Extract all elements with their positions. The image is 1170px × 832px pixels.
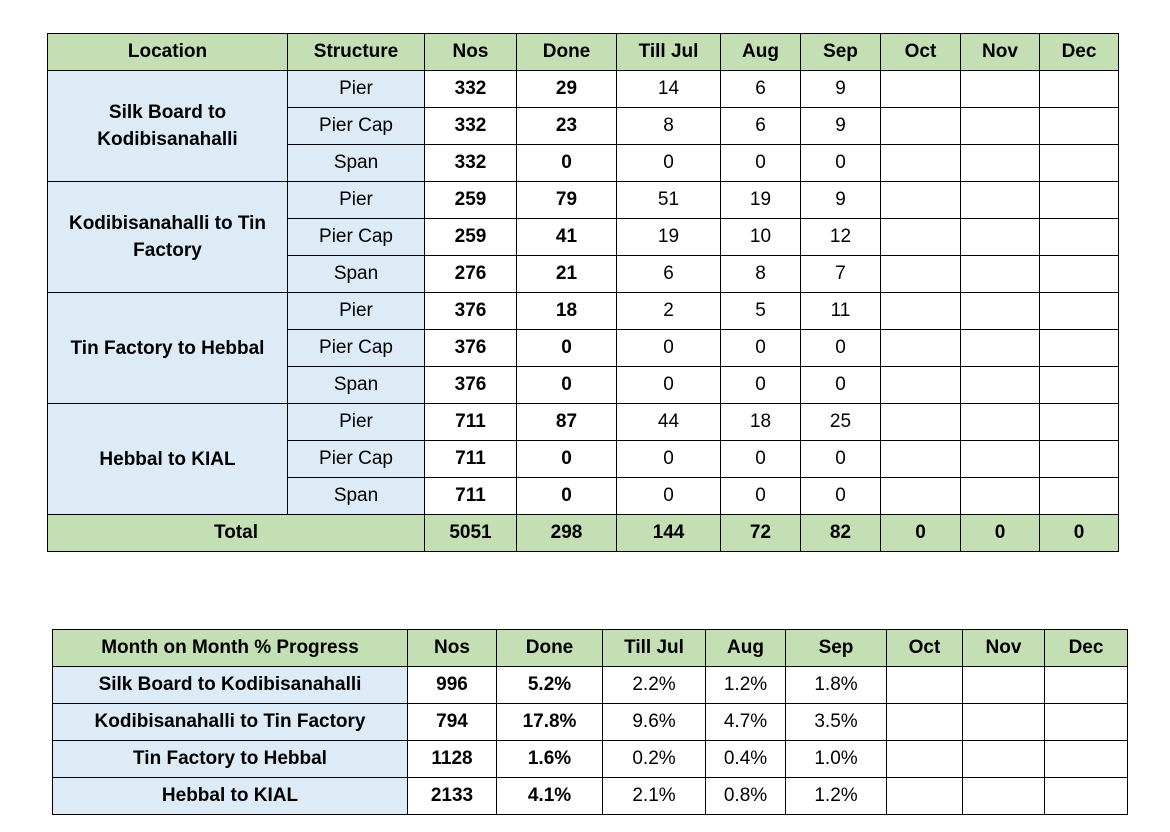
total-label: Total <box>48 515 425 552</box>
pct-cell-nos: 1128 <box>408 741 497 778</box>
pct-cell-nov <box>963 741 1045 778</box>
pct-location-cell: Kodibisanahalli to Tin Factory <box>53 704 408 741</box>
cell-done: 87 <box>517 404 617 441</box>
cell-aug: 6 <box>721 108 801 145</box>
pct-col-header-done: Done <box>497 630 603 667</box>
total-aug: 72 <box>721 515 801 552</box>
cell-till-jul: 6 <box>617 256 721 293</box>
table-row <box>53 741 1128 778</box>
cell-dec <box>1040 330 1119 367</box>
pct-cell-done: 17.8% <box>497 704 603 741</box>
cell-oct <box>881 256 961 293</box>
pct-cell-aug: 1.2% <box>706 667 786 704</box>
cell-dec <box>1040 219 1119 256</box>
location-cell: Tin Factory to Hebbal <box>48 293 288 404</box>
cell-oct <box>881 441 961 478</box>
cell-dec <box>1040 441 1119 478</box>
cell-oct <box>881 367 961 404</box>
pct-cell-done: 4.1% <box>497 778 603 815</box>
progress-table-body <box>48 71 1119 515</box>
pct-cell-dec <box>1045 778 1128 815</box>
header-row <box>48 34 1119 71</box>
cell-aug: 0 <box>721 367 801 404</box>
pct-header-row <box>53 630 1128 667</box>
table-row <box>48 182 1119 219</box>
cell-sep: 11 <box>801 293 881 330</box>
cell-dec <box>1040 478 1119 515</box>
cell-sep: 7 <box>801 256 881 293</box>
cell-done: 0 <box>517 367 617 404</box>
cell-nov <box>961 182 1040 219</box>
cell-done: 41 <box>517 219 617 256</box>
col-header-dec: Dec <box>1040 34 1119 71</box>
col-header-till-jul: Till Jul <box>617 34 721 71</box>
pct-cell-oct <box>887 741 963 778</box>
pct-col-header-nov: Nov <box>963 630 1045 667</box>
pct-cell-till-jul: 0.2% <box>603 741 706 778</box>
col-header-location: Location <box>48 34 288 71</box>
pct-cell-sep: 1.2% <box>786 778 887 815</box>
structure-cell: Pier <box>288 71 425 108</box>
pct-col-header-oct: Oct <box>887 630 963 667</box>
cell-nos: 711 <box>425 404 517 441</box>
pct-cell-done: 5.2% <box>497 667 603 704</box>
cell-till-jul: 51 <box>617 182 721 219</box>
cell-aug: 0 <box>721 330 801 367</box>
cell-till-jul: 0 <box>617 330 721 367</box>
pct-cell-nos: 2133 <box>408 778 497 815</box>
cell-nov <box>961 478 1040 515</box>
cell-oct <box>881 182 961 219</box>
cell-sep: 9 <box>801 71 881 108</box>
cell-sep: 0 <box>801 367 881 404</box>
cell-oct <box>881 219 961 256</box>
structure-cell: Pier Cap <box>288 330 425 367</box>
cell-nos: 332 <box>425 145 517 182</box>
cell-till-jul: 8 <box>617 108 721 145</box>
cell-nos: 711 <box>425 478 517 515</box>
cell-oct <box>881 145 961 182</box>
pct-cell-nov <box>963 778 1045 815</box>
cell-done: 0 <box>517 145 617 182</box>
cell-nov <box>961 441 1040 478</box>
cell-dec <box>1040 108 1119 145</box>
cell-dec <box>1040 182 1119 219</box>
table-row <box>48 293 1119 330</box>
pct-col-header-dec: Dec <box>1045 630 1128 667</box>
pct-location-cell: Tin Factory to Hebbal <box>53 741 408 778</box>
pct-location-cell: Hebbal to KIAL <box>53 778 408 815</box>
total-oct: 0 <box>881 515 961 552</box>
cell-dec <box>1040 71 1119 108</box>
table-row <box>53 667 1128 704</box>
cell-oct <box>881 404 961 441</box>
structure-cell: Pier Cap <box>288 219 425 256</box>
col-header-structure: Structure <box>288 34 425 71</box>
cell-nos: 259 <box>425 219 517 256</box>
cell-done: 29 <box>517 71 617 108</box>
cell-oct <box>881 71 961 108</box>
structure-cell: Span <box>288 367 425 404</box>
cell-till-jul: 19 <box>617 219 721 256</box>
cell-aug: 0 <box>721 441 801 478</box>
pct-cell-oct <box>887 778 963 815</box>
cell-nos: 376 <box>425 330 517 367</box>
structure-cell: Pier Cap <box>288 441 425 478</box>
pct-cell-nos: 996 <box>408 667 497 704</box>
pct-cell-dec <box>1045 704 1128 741</box>
col-header-oct: Oct <box>881 34 961 71</box>
cell-aug: 18 <box>721 404 801 441</box>
cell-nov <box>961 330 1040 367</box>
pct-cell-aug: 0.8% <box>706 778 786 815</box>
cell-sep: 0 <box>801 330 881 367</box>
cell-till-jul: 0 <box>617 441 721 478</box>
location-cell: Silk Board to Kodibisanahalli <box>48 71 288 182</box>
total-nos: 5051 <box>425 515 517 552</box>
table-row <box>53 704 1128 741</box>
cell-aug: 10 <box>721 219 801 256</box>
cell-nov <box>961 293 1040 330</box>
cell-nov <box>961 219 1040 256</box>
cell-aug: 0 <box>721 478 801 515</box>
cell-nos: 332 <box>425 71 517 108</box>
pct-cell-nov <box>963 704 1045 741</box>
cell-nov <box>961 108 1040 145</box>
structure-cell: Pier Cap <box>288 108 425 145</box>
cell-dec <box>1040 145 1119 182</box>
pct-cell-till-jul: 9.6% <box>603 704 706 741</box>
structure-cell: Pier <box>288 182 425 219</box>
cell-sep: 12 <box>801 219 881 256</box>
pct-cell-till-jul: 2.2% <box>603 667 706 704</box>
pct-cell-oct <box>887 704 963 741</box>
cell-nos: 376 <box>425 367 517 404</box>
cell-dec <box>1040 367 1119 404</box>
cell-till-jul: 2 <box>617 293 721 330</box>
cell-dec <box>1040 256 1119 293</box>
cell-nos: 259 <box>425 182 517 219</box>
cell-sep: 0 <box>801 478 881 515</box>
cell-nov <box>961 367 1040 404</box>
structure-cell: Pier <box>288 293 425 330</box>
structure-cell: Span <box>288 145 425 182</box>
pct-cell-sep: 1.0% <box>786 741 887 778</box>
table-row <box>53 778 1128 815</box>
cell-nov <box>961 71 1040 108</box>
percent-progress-table <box>52 629 1128 815</box>
cell-till-jul: 0 <box>617 145 721 182</box>
pct-cell-dec <box>1045 741 1128 778</box>
location-cell: Hebbal to KIAL <box>48 404 288 515</box>
percent-progress-table-body <box>53 667 1128 815</box>
structure-cell: Span <box>288 256 425 293</box>
cell-dec <box>1040 404 1119 441</box>
cell-done: 0 <box>517 330 617 367</box>
cell-sep: 25 <box>801 404 881 441</box>
col-header-done: Done <box>517 34 617 71</box>
cell-dec <box>1040 293 1119 330</box>
cell-nov <box>961 404 1040 441</box>
pct-cell-dec <box>1045 667 1128 704</box>
progress-table <box>47 33 1119 552</box>
cell-nos: 276 <box>425 256 517 293</box>
location-cell: Kodibisanahalli to Tin Factory <box>48 182 288 293</box>
pct-cell-sep: 1.8% <box>786 667 887 704</box>
pct-col-header-sep: Sep <box>786 630 887 667</box>
total-done: 298 <box>517 515 617 552</box>
cell-oct <box>881 478 961 515</box>
total-dec: 0 <box>1040 515 1119 552</box>
pct-cell-aug: 4.7% <box>706 704 786 741</box>
cell-done: 21 <box>517 256 617 293</box>
cell-done: 18 <box>517 293 617 330</box>
total-till-jul: 144 <box>617 515 721 552</box>
cell-nos: 711 <box>425 441 517 478</box>
pct-col-header-nos: Nos <box>408 630 497 667</box>
cell-aug: 5 <box>721 293 801 330</box>
col-header-sep: Sep <box>801 34 881 71</box>
cell-till-jul: 0 <box>617 478 721 515</box>
cell-aug: 8 <box>721 256 801 293</box>
cell-nov <box>961 145 1040 182</box>
cell-nos: 376 <box>425 293 517 330</box>
pct-location-cell: Silk Board to Kodibisanahalli <box>53 667 408 704</box>
cell-nos: 332 <box>425 108 517 145</box>
cell-nov <box>961 256 1040 293</box>
table-row <box>48 71 1119 108</box>
pct-cell-done: 1.6% <box>497 741 603 778</box>
cell-aug: 6 <box>721 71 801 108</box>
pct-cell-oct <box>887 667 963 704</box>
cell-sep: 0 <box>801 145 881 182</box>
pct-col-header-till-jul: Till Jul <box>603 630 706 667</box>
structure-cell: Pier <box>288 404 425 441</box>
cell-done: 0 <box>517 478 617 515</box>
cell-oct <box>881 108 961 145</box>
pct-cell-nov <box>963 667 1045 704</box>
cell-done: 79 <box>517 182 617 219</box>
pct-cell-till-jul: 2.1% <box>603 778 706 815</box>
cell-done: 0 <box>517 441 617 478</box>
cell-till-jul: 0 <box>617 367 721 404</box>
cell-oct <box>881 330 961 367</box>
col-header-nov: Nov <box>961 34 1040 71</box>
cell-sep: 9 <box>801 182 881 219</box>
cell-done: 23 <box>517 108 617 145</box>
cell-till-jul: 44 <box>617 404 721 441</box>
total-row <box>48 515 1119 552</box>
table-row <box>48 404 1119 441</box>
col-header-nos: Nos <box>425 34 517 71</box>
pct-cell-aug: 0.4% <box>706 741 786 778</box>
col-header-aug: Aug <box>721 34 801 71</box>
total-sep: 82 <box>801 515 881 552</box>
cell-till-jul: 14 <box>617 71 721 108</box>
structure-cell: Span <box>288 478 425 515</box>
cell-aug: 19 <box>721 182 801 219</box>
pct-col-header-location: Month on Month % Progress <box>53 630 408 667</box>
cell-sep: 0 <box>801 441 881 478</box>
pct-cell-nos: 794 <box>408 704 497 741</box>
cell-aug: 0 <box>721 145 801 182</box>
total-nov: 0 <box>961 515 1040 552</box>
pct-cell-sep: 3.5% <box>786 704 887 741</box>
cell-oct <box>881 293 961 330</box>
pct-col-header-aug: Aug <box>706 630 786 667</box>
cell-sep: 9 <box>801 108 881 145</box>
